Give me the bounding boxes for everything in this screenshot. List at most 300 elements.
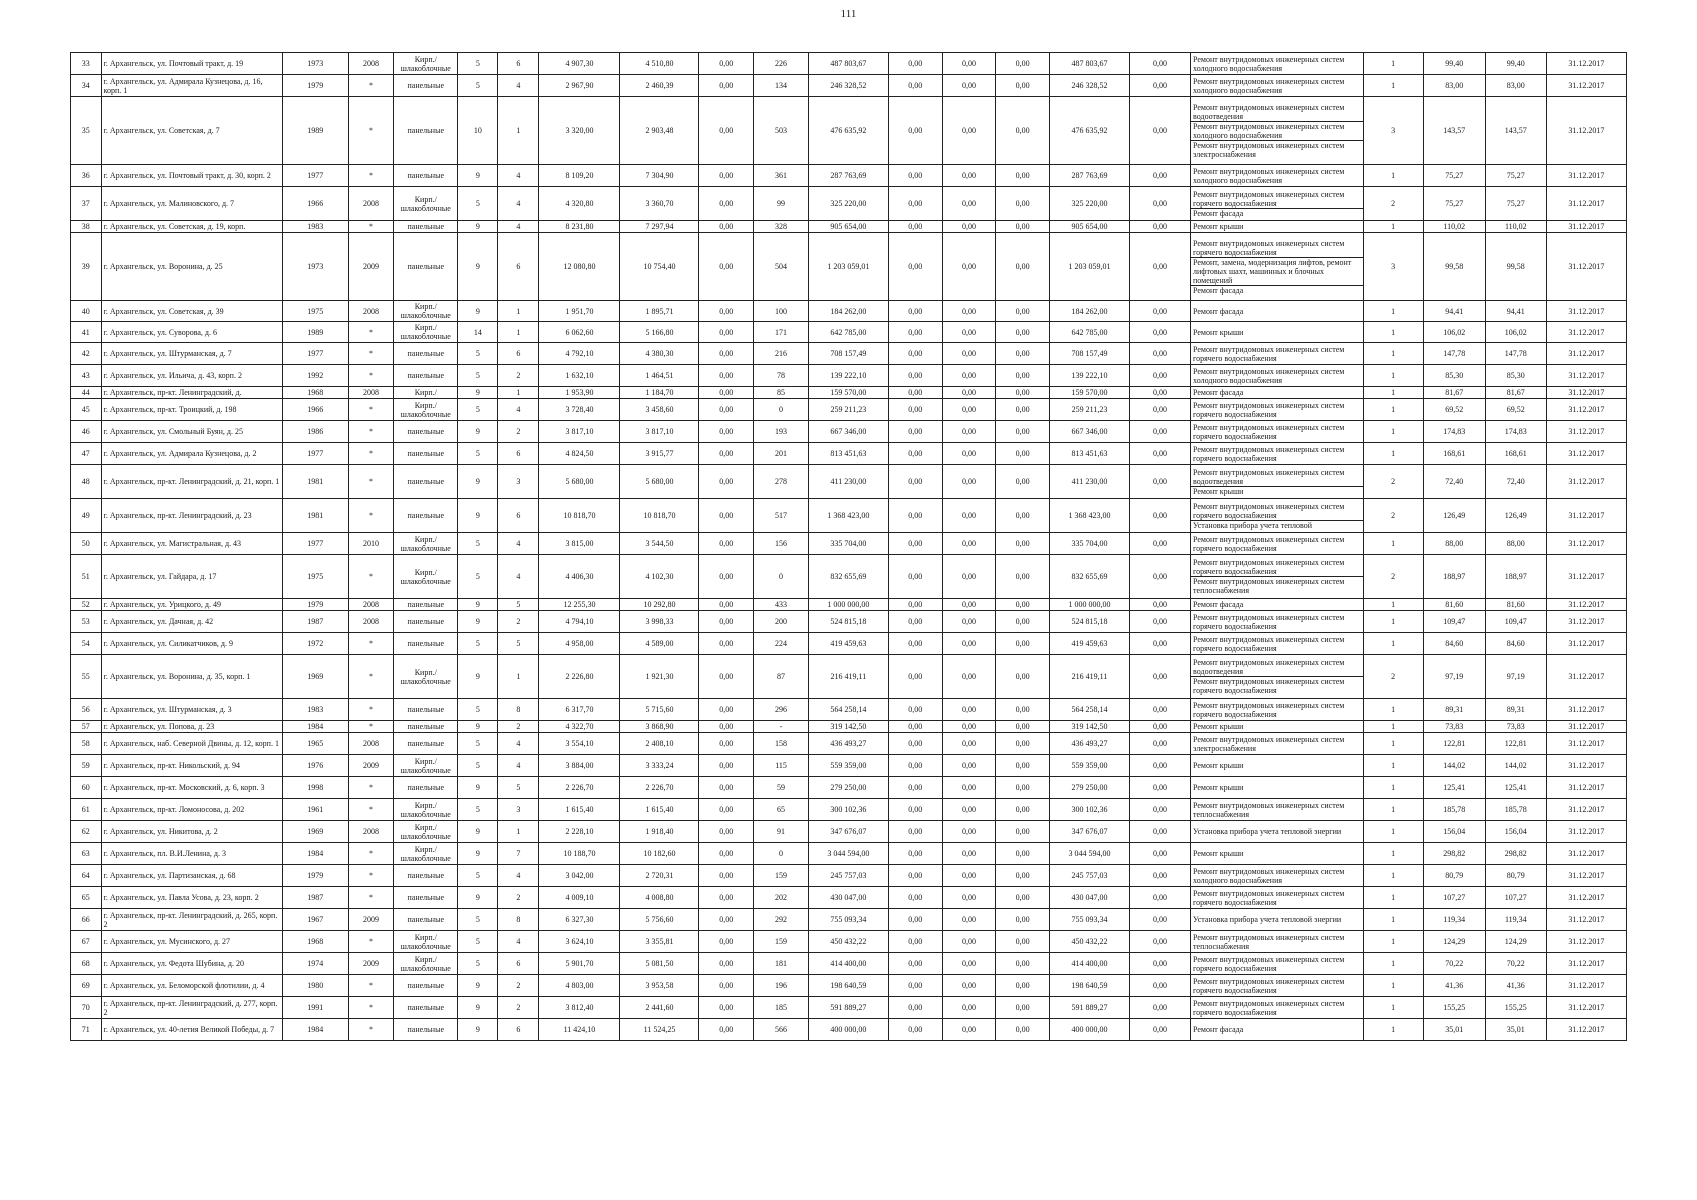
total-area-cell: 6 062,60 xyxy=(539,322,620,343)
nonliving-area-cell: 0,00 xyxy=(699,865,754,887)
last-repair-year-cell: * xyxy=(348,997,393,1019)
other-share-cell: 0,00 xyxy=(1129,655,1190,699)
wall-material-cell: панельные xyxy=(394,699,458,721)
floors-cell: 9 xyxy=(458,499,498,533)
row-number: 56 xyxy=(71,699,102,721)
table-row xyxy=(71,97,1627,165)
owners-share-cell: 411 230,00 xyxy=(1049,465,1129,499)
nonliving-area-cell: 0,00 xyxy=(699,755,754,777)
work-item: Ремонт внутридомовых инженерных систем горячего водоснабжения xyxy=(1193,888,1345,907)
total-area-cell: 3 624,10 xyxy=(539,931,620,953)
other-share-cell: 0,00 xyxy=(1129,633,1190,655)
floors-cell: 9 xyxy=(458,721,498,733)
residents-cell: 0 xyxy=(754,399,809,421)
other-share-cell: 0,00 xyxy=(1129,75,1190,97)
floors-cell: 5 xyxy=(458,75,498,97)
municipal-share-cell: 0,00 xyxy=(996,301,1050,322)
table-row xyxy=(71,997,1627,1019)
unit-cost-cell: 174,83 xyxy=(1423,421,1485,443)
works-count-cell: 1 xyxy=(1363,975,1423,997)
wall-material-cell: панельные xyxy=(394,1019,458,1041)
fund-share-cell: 0,00 xyxy=(888,165,942,187)
entrances-cell: 4 xyxy=(498,187,539,221)
living-area-cell: 5 166,80 xyxy=(620,322,699,343)
living-area-cell: 1 184,70 xyxy=(620,387,699,399)
unit-limit-cell: 125,41 xyxy=(1485,777,1546,799)
table-row xyxy=(71,365,1627,387)
build-year-cell: 1974 xyxy=(282,953,348,975)
total-area-cell: 4 958,00 xyxy=(539,633,620,655)
deadline-cell: 31.12.2017 xyxy=(1546,953,1626,975)
fund-share-cell: 0,00 xyxy=(888,975,942,997)
unit-limit-cell: 188,97 xyxy=(1485,555,1546,599)
work-item: Ремонт крыши xyxy=(1191,486,1363,496)
floors-cell: 5 xyxy=(458,799,498,821)
last-repair-year-cell: * xyxy=(348,165,393,187)
address-cell: г. Архангельск, пр-кт. Ленинградский, д. 23 xyxy=(101,499,282,533)
last-repair-year-cell: 2008 xyxy=(348,187,393,221)
unit-cost-cell: 168,61 xyxy=(1423,443,1485,465)
work-item: Установка прибора учета тепловой энергии xyxy=(1193,827,1342,836)
regional-share-cell: 0,00 xyxy=(942,909,996,931)
last-repair-year-cell: * xyxy=(348,221,393,233)
owners-share-cell: 347 676,07 xyxy=(1049,821,1129,843)
address-cell: г. Архангельск, ул. Смольный Буян, д. 25 xyxy=(101,421,282,443)
regional-share-cell: 0,00 xyxy=(942,399,996,421)
fund-share-cell: 0,00 xyxy=(888,499,942,533)
unit-limit-cell: 126,49 xyxy=(1485,499,1546,533)
entrances-cell: 5 xyxy=(498,633,539,655)
other-share-cell: 0,00 xyxy=(1129,733,1190,755)
floors-cell: 9 xyxy=(458,975,498,997)
total-area-cell: 4 803,00 xyxy=(539,975,620,997)
work-item: Ремонт внутридомовых инженерных систем горячего водоснабжения xyxy=(1193,422,1345,441)
municipal-share-cell: 0,00 xyxy=(996,777,1050,799)
address-cell: г. Архангельск, ул. Советская, д. 19, корп. xyxy=(101,221,282,233)
floors-cell: 5 xyxy=(458,633,498,655)
residents-cell: 91 xyxy=(754,821,809,843)
other-share-cell: 0,00 xyxy=(1129,887,1190,909)
floors-cell: 9 xyxy=(458,387,498,399)
regional-share-cell: 0,00 xyxy=(942,997,996,1019)
works-count-cell: 2 xyxy=(1363,499,1423,533)
address-cell: г. Архангельск, ул. Советская, д. 7 xyxy=(101,97,282,165)
residents-cell: 171 xyxy=(754,322,809,343)
address-cell: г. Архангельск, ул. Почтовый тракт, д. 30, корп. 2 xyxy=(101,165,282,187)
build-year-cell: 1984 xyxy=(282,721,348,733)
total-area-cell: 2 226,80 xyxy=(539,655,620,699)
total-area-cell: 10 188,70 xyxy=(539,843,620,865)
nonliving-area-cell: 0,00 xyxy=(699,997,754,1019)
floors-cell: 9 xyxy=(458,421,498,443)
build-year-cell: 1981 xyxy=(282,465,348,499)
build-year-cell: 1968 xyxy=(282,387,348,399)
unit-limit-cell: 41,36 xyxy=(1485,975,1546,997)
nonliving-area-cell: 0,00 xyxy=(699,533,754,555)
unit-limit-cell: 124,29 xyxy=(1485,931,1546,953)
residents-cell: 100 xyxy=(754,301,809,322)
works-count-cell: 1 xyxy=(1363,343,1423,365)
fund-share-cell: 0,00 xyxy=(888,997,942,1019)
unit-cost-cell: 81,60 xyxy=(1423,599,1485,611)
entrances-cell: 2 xyxy=(498,997,539,1019)
living-area-cell: 3 953,58 xyxy=(620,975,699,997)
deadline-cell: 31.12.2017 xyxy=(1546,821,1626,843)
living-area-cell: 4 008,80 xyxy=(620,887,699,909)
residents-cell: 503 xyxy=(754,97,809,165)
residents-cell: 181 xyxy=(754,953,809,975)
total-area-cell: 12 255,30 xyxy=(539,599,620,611)
municipal-share-cell: 0,00 xyxy=(996,555,1050,599)
build-year-cell: 1975 xyxy=(282,301,348,322)
nonliving-area-cell: 0,00 xyxy=(699,733,754,755)
address-cell: г. Архангельск, пл. В.И.Ленина, д. 3 xyxy=(101,843,282,865)
works-count-cell: 1 xyxy=(1363,75,1423,97)
unit-limit-cell: 185,78 xyxy=(1485,799,1546,821)
wall-material-cell: Кирп./ шлакоблочные xyxy=(394,53,458,75)
residents-cell: 85 xyxy=(754,387,809,399)
nonliving-area-cell: 0,00 xyxy=(699,499,754,533)
unit-cost-cell: 143,57 xyxy=(1423,97,1485,165)
municipal-share-cell: 0,00 xyxy=(996,165,1050,187)
table-row xyxy=(71,322,1627,343)
regional-share-cell: 0,00 xyxy=(942,387,996,399)
row-number: 63 xyxy=(71,843,102,865)
floors-cell: 9 xyxy=(458,655,498,699)
last-repair-year-cell: * xyxy=(348,887,393,909)
nonliving-area-cell: 0,00 xyxy=(699,322,754,343)
build-year-cell: 1979 xyxy=(282,599,348,611)
row-number: 54 xyxy=(71,633,102,655)
total-area-cell: 11 424,10 xyxy=(539,1019,620,1041)
unit-limit-cell: 147,78 xyxy=(1485,343,1546,365)
entrances-cell: 3 xyxy=(498,465,539,499)
floors-cell: 9 xyxy=(458,221,498,233)
work-item: Ремонт внутридомовых инженерных систем теплоснабжения xyxy=(1193,932,1345,951)
wall-material-cell: Кирп./ шлакоблочные xyxy=(394,953,458,975)
living-area-cell: 3 355,81 xyxy=(620,931,699,953)
fund-share-cell: 0,00 xyxy=(888,187,942,221)
work-item: Ремонт фасада xyxy=(1193,306,1244,316)
build-year-cell: 1966 xyxy=(282,399,348,421)
regional-share-cell: 0,00 xyxy=(942,465,996,499)
entrances-cell: 6 xyxy=(498,343,539,365)
entrances-cell: 4 xyxy=(498,865,539,887)
total-cost-cell: 198 640,59 xyxy=(808,975,888,997)
regional-share-cell: 0,00 xyxy=(942,97,996,165)
nonliving-area-cell: 0,00 xyxy=(699,611,754,633)
works-count-cell: 2 xyxy=(1363,465,1423,499)
deadline-cell: 31.12.2017 xyxy=(1546,799,1626,821)
fund-share-cell: 0,00 xyxy=(888,387,942,399)
total-area-cell: 1 953,90 xyxy=(539,387,620,399)
total-area-cell: 6 317,70 xyxy=(539,699,620,721)
total-cost-cell: 400 000,00 xyxy=(808,1019,888,1041)
total-cost-cell: 591 889,27 xyxy=(808,997,888,1019)
total-area-cell: 3 884,00 xyxy=(539,755,620,777)
owners-share-cell: 1 203 059,01 xyxy=(1049,233,1129,301)
address-cell: г. Архангельск, ул. Попова, д. 23 xyxy=(101,721,282,733)
residents-cell: 0 xyxy=(754,843,809,865)
municipal-share-cell: 0,00 xyxy=(996,821,1050,843)
living-area-cell: 2 408,10 xyxy=(620,733,699,755)
total-cost-cell: 347 676,07 xyxy=(808,821,888,843)
row-number: 58 xyxy=(71,733,102,755)
regional-share-cell: 0,00 xyxy=(942,799,996,821)
owners-share-cell: 335 704,00 xyxy=(1049,533,1129,555)
owners-share-cell: 184 262,00 xyxy=(1049,301,1129,322)
municipal-share-cell: 0,00 xyxy=(996,75,1050,97)
owners-share-cell: 832 655,69 xyxy=(1049,555,1129,599)
row-number: 41 xyxy=(71,322,102,343)
municipal-share-cell: 0,00 xyxy=(996,953,1050,975)
owners-share-cell: 564 258,14 xyxy=(1049,699,1129,721)
wall-material-cell: панельные xyxy=(394,465,458,499)
work-item: Ремонт внутридомовых инженерных систем горячего водоснабжения xyxy=(1193,976,1345,995)
deadline-cell: 31.12.2017 xyxy=(1546,75,1626,97)
owners-share-cell: 591 889,27 xyxy=(1049,997,1129,1019)
unit-cost-cell: 126,49 xyxy=(1423,499,1485,533)
total-cost-cell: 524 815,18 xyxy=(808,611,888,633)
municipal-share-cell: 0,00 xyxy=(996,322,1050,343)
works-cell xyxy=(1191,322,1364,343)
other-share-cell: 0,00 xyxy=(1129,821,1190,843)
municipal-share-cell: 0,00 xyxy=(996,599,1050,611)
floors-cell: 5 xyxy=(458,443,498,465)
deadline-cell: 31.12.2017 xyxy=(1546,655,1626,699)
municipal-share-cell: 0,00 xyxy=(996,343,1050,365)
total-cost-cell: 755 093,34 xyxy=(808,909,888,931)
address-cell: г. Архангельск, пр-кт. Московский, д. 6, корп. 3 xyxy=(101,777,282,799)
fund-share-cell: 0,00 xyxy=(888,733,942,755)
nonliving-area-cell: 0,00 xyxy=(699,887,754,909)
works-cell xyxy=(1191,699,1364,721)
residents-cell: 292 xyxy=(754,909,809,931)
total-area-cell: 3 728,40 xyxy=(539,399,620,421)
entrances-cell: 4 xyxy=(498,75,539,97)
wall-material-cell: Кирп./ шлакоблочные xyxy=(394,821,458,843)
nonliving-area-cell: 0,00 xyxy=(699,443,754,465)
owners-share-cell: 642 785,00 xyxy=(1049,322,1129,343)
other-share-cell: 0,00 xyxy=(1129,931,1190,953)
floors-cell: 9 xyxy=(458,465,498,499)
other-share-cell: 0,00 xyxy=(1129,187,1190,221)
unit-cost-cell: 88,00 xyxy=(1423,533,1485,555)
fund-share-cell: 0,00 xyxy=(888,887,942,909)
residents-cell: 504 xyxy=(754,233,809,301)
residents-cell: 200 xyxy=(754,611,809,633)
total-area-cell: 4 794,10 xyxy=(539,611,620,633)
wall-material-cell: панельные xyxy=(394,721,458,733)
build-year-cell: 1961 xyxy=(282,799,348,821)
unit-limit-cell: 80,79 xyxy=(1485,865,1546,887)
row-number: 38 xyxy=(71,221,102,233)
floors-cell: 9 xyxy=(458,233,498,301)
build-year-cell: 1972 xyxy=(282,633,348,655)
last-repair-year-cell: * xyxy=(348,975,393,997)
other-share-cell: 0,00 xyxy=(1129,799,1190,821)
owners-share-cell: 708 157,49 xyxy=(1049,343,1129,365)
municipal-share-cell: 0,00 xyxy=(996,799,1050,821)
works-cell xyxy=(1191,343,1364,365)
total-cost-cell: 245 757,03 xyxy=(808,865,888,887)
work-item: Установка прибора учета тепловой энергии xyxy=(1193,915,1342,924)
works-cell xyxy=(1191,611,1364,633)
address-cell: г. Архангельск, ул. Почтовый тракт, д. 19 xyxy=(101,53,282,75)
row-number: 49 xyxy=(71,499,102,533)
works-cell xyxy=(1191,221,1364,233)
total-area-cell: 1 951,70 xyxy=(539,301,620,322)
wall-material-cell: Кирп./ шлакоблочные xyxy=(394,322,458,343)
table-row xyxy=(71,931,1627,953)
owners-share-cell: 300 102,36 xyxy=(1049,799,1129,821)
build-year-cell: 1991 xyxy=(282,997,348,1019)
nonliving-area-cell: 0,00 xyxy=(699,777,754,799)
other-share-cell: 0,00 xyxy=(1129,233,1190,301)
total-cost-cell: 184 262,00 xyxy=(808,301,888,322)
table-row xyxy=(71,799,1627,821)
unit-limit-cell: 144,02 xyxy=(1485,755,1546,777)
row-number: 35 xyxy=(71,97,102,165)
table-row xyxy=(71,633,1627,655)
other-share-cell: 0,00 xyxy=(1129,533,1190,555)
fund-share-cell: 0,00 xyxy=(888,465,942,499)
nonliving-area-cell: 0,00 xyxy=(699,699,754,721)
last-repair-year-cell: 2008 xyxy=(348,53,393,75)
table-row xyxy=(71,843,1627,865)
last-repair-year-cell: 2008 xyxy=(348,599,393,611)
wall-material-cell: Кирп./ шлакоблочные xyxy=(394,187,458,221)
fund-share-cell: 0,00 xyxy=(888,599,942,611)
build-year-cell: 1973 xyxy=(282,233,348,301)
last-repair-year-cell: * xyxy=(348,97,393,165)
other-share-cell: 0,00 xyxy=(1129,777,1190,799)
living-area-cell: 3 458,60 xyxy=(620,399,699,421)
fund-share-cell: 0,00 xyxy=(888,843,942,865)
deadline-cell: 31.12.2017 xyxy=(1546,365,1626,387)
works-count-cell: 1 xyxy=(1363,755,1423,777)
works-cell xyxy=(1191,975,1364,997)
total-cost-cell: 300 102,36 xyxy=(808,799,888,821)
work-item: Ремонт внутридомовых инженерных систем холодного водоснабжения xyxy=(1193,866,1345,885)
unit-cost-cell: 109,47 xyxy=(1423,611,1485,633)
total-cost-cell: 1 203 059,01 xyxy=(808,233,888,301)
living-area-cell: 3 915,77 xyxy=(620,443,699,465)
floors-cell: 9 xyxy=(458,1019,498,1041)
unit-cost-cell: 99,40 xyxy=(1423,53,1485,75)
owners-share-cell: 755 093,34 xyxy=(1049,909,1129,931)
table-row xyxy=(71,755,1627,777)
total-cost-cell: 279 250,00 xyxy=(808,777,888,799)
regional-share-cell: 0,00 xyxy=(942,53,996,75)
fund-share-cell: 0,00 xyxy=(888,343,942,365)
residents-cell: 87 xyxy=(754,655,809,699)
unit-limit-cell: 84,60 xyxy=(1485,633,1546,655)
living-area-cell: 5 756,60 xyxy=(620,909,699,931)
unit-limit-cell: 156,04 xyxy=(1485,821,1546,843)
other-share-cell: 0,00 xyxy=(1129,1019,1190,1041)
last-repair-year-cell: 2008 xyxy=(348,821,393,843)
unit-limit-cell: 99,58 xyxy=(1485,233,1546,301)
unit-cost-cell: 80,79 xyxy=(1423,865,1485,887)
address-cell: г. Архангельск, ул. Беломорской флотилии, д. 4 xyxy=(101,975,282,997)
table-row xyxy=(71,953,1627,975)
nonliving-area-cell: 0,00 xyxy=(699,975,754,997)
municipal-share-cell: 0,00 xyxy=(996,887,1050,909)
living-area-cell: 5 081,50 xyxy=(620,953,699,975)
regional-share-cell: 0,00 xyxy=(942,633,996,655)
row-number: 59 xyxy=(71,755,102,777)
residents-cell: 216 xyxy=(754,343,809,365)
floors-cell: 5 xyxy=(458,365,498,387)
table-row xyxy=(71,75,1627,97)
works-count-cell: 1 xyxy=(1363,365,1423,387)
works-count-cell: 1 xyxy=(1363,821,1423,843)
fund-share-cell: 0,00 xyxy=(888,909,942,931)
nonliving-area-cell: 0,00 xyxy=(699,931,754,953)
owners-share-cell: 430 047,00 xyxy=(1049,887,1129,909)
row-number: 65 xyxy=(71,887,102,909)
floors-cell: 5 xyxy=(458,533,498,555)
row-number: 48 xyxy=(71,465,102,499)
wall-material-cell: панельные xyxy=(394,75,458,97)
fund-share-cell: 0,00 xyxy=(888,611,942,633)
works-cell xyxy=(1191,533,1364,555)
unit-cost-cell: 147,78 xyxy=(1423,343,1485,365)
build-year-cell: 1989 xyxy=(282,322,348,343)
floors-cell: 5 xyxy=(458,343,498,365)
unit-cost-cell: 73,83 xyxy=(1423,721,1485,733)
build-year-cell: 1967 xyxy=(282,909,348,931)
works-cell xyxy=(1191,443,1364,465)
owners-share-cell: 319 142,50 xyxy=(1049,721,1129,733)
total-cost-cell: 832 655,69 xyxy=(808,555,888,599)
entrances-cell: 2 xyxy=(498,611,539,633)
owners-share-cell: 325 220,00 xyxy=(1049,187,1129,221)
total-area-cell: 4 824,50 xyxy=(539,443,620,465)
unit-cost-cell: 35,01 xyxy=(1423,1019,1485,1041)
owners-share-cell: 287 763,69 xyxy=(1049,165,1129,187)
last-repair-year-cell: 2009 xyxy=(348,233,393,301)
build-year-cell: 1998 xyxy=(282,777,348,799)
wall-material-cell: Кирп./ шлакоблочные xyxy=(394,533,458,555)
wall-material-cell: панельные xyxy=(394,887,458,909)
municipal-share-cell: 0,00 xyxy=(996,931,1050,953)
deadline-cell: 31.12.2017 xyxy=(1546,633,1626,655)
unit-cost-cell: 107,27 xyxy=(1423,887,1485,909)
address-cell: г. Архангельск, ул. Павла Усова, д. 23, корп. 2 xyxy=(101,887,282,909)
total-area-cell: 1 615,40 xyxy=(539,799,620,821)
last-repair-year-cell: 2010 xyxy=(348,533,393,555)
other-share-cell: 0,00 xyxy=(1129,97,1190,165)
floors-cell: 5 xyxy=(458,909,498,931)
work-item: Ремонт фасада xyxy=(1191,208,1363,218)
other-share-cell: 0,00 xyxy=(1129,365,1190,387)
row-number: 33 xyxy=(71,53,102,75)
total-area-cell: 3 554,10 xyxy=(539,733,620,755)
entrances-cell: 2 xyxy=(498,421,539,443)
works-cell xyxy=(1191,399,1364,421)
total-cost-cell: 411 230,00 xyxy=(808,465,888,499)
unit-cost-cell: 83,00 xyxy=(1423,75,1485,97)
other-share-cell: 0,00 xyxy=(1129,301,1190,322)
table-row xyxy=(71,599,1627,611)
municipal-share-cell: 0,00 xyxy=(996,399,1050,421)
build-year-cell: 1987 xyxy=(282,611,348,633)
table-row xyxy=(71,221,1627,233)
deadline-cell: 31.12.2017 xyxy=(1546,499,1626,533)
residents-cell: 158 xyxy=(754,733,809,755)
